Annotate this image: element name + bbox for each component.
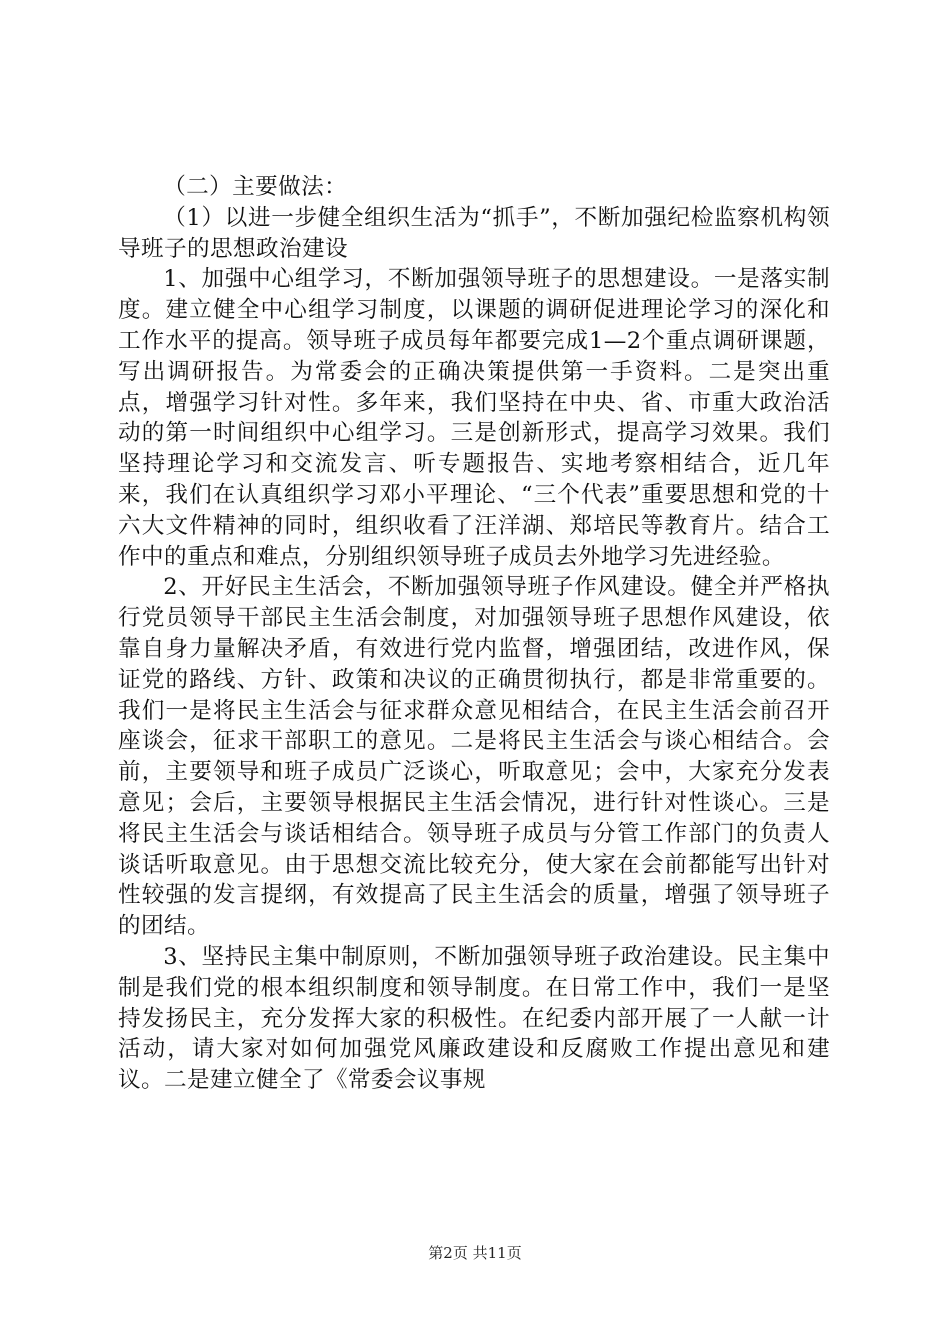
subsection-heading: （1）以进一步健全组织生活为“抓手”，不断加强纪检监察机构领导班子的思想政治建设 xyxy=(118,204,830,262)
page-number-footer: 第2页 共11页 xyxy=(428,1244,522,1262)
body-paragraph: 1、加强中心组学习，不断加强领导班子的思想建设。一是落实制度。建立健全中心组学习制度，以课题的调研促进理论学习的深化和工作水平的提高。领导班子成员每年都要完成1—2个重点调研课题，写出调研报告。为常委会的正确决策提供第一手资料。二是突出重点，增强学习针对性。多年来，我们坚持在中央、省、市重大政治活动的第一时间组织中心组学习。三是创新形式，提高学习效果。我们坚持理论学习和交流发言、听专题报告、实地考察相结合，近几年来，我们在认真组织学习邓小平理论、“三个代表”重要思想和党的十六大文件精神的同时，组织收看了汪洋湖、郑培民等教育片。结合工作中的重点和难点，分别组织领导班子成员去外地学习先进经验。 xyxy=(118,266,830,570)
body-paragraph: 3、坚持民主集中制原则，不断加强领导班子政治建设。民主集中制是我们党的根本组织制度和领导制度。在日常工作中，我们一是坚持发扬民主，充分发挥大家的积极性。在纪委内部开展了一人献一计活动，请大家对如何加强党风廉政建设和反腐败工作提出意见和建议。二是建立健全了《常委会议事规 xyxy=(118,943,830,1094)
section-heading: （二）主要做法： xyxy=(163,174,348,200)
document-body xyxy=(118,172,830,1096)
body-paragraph: 2、开好民主生活会，不断加强领导班子作风建设。健全并严格执行党员领导干部民主生活会制度，对加强领导班子思想作风建设，依靠自身力量解决矛盾，有效进行党内监督，增强团结，改进作风，保证党的路线、方针、政策和决议的正确贯彻执行，都是非常重要的。我们一是将民主生活会与征求群众意见相结合，在民主生活会前召开座谈会，征求干部职工的意见。二是将民主生活会与谈心相结合。会前，主要领导和班子成员广泛谈心，听取意见；会中，大家充分发表意见；会后，主要领导根据民主生活会情况，进行针对性谈心。三是将民主生活会与谈话相结合。领导班子成员与分管工作部门的负责人谈话听取意见。由于思想交流比较充分，使大家在会前都能写出针对性较强的发言提纲，有效提高了民主生活会的质量，增强了领导班子的团结。 xyxy=(118,574,830,940)
